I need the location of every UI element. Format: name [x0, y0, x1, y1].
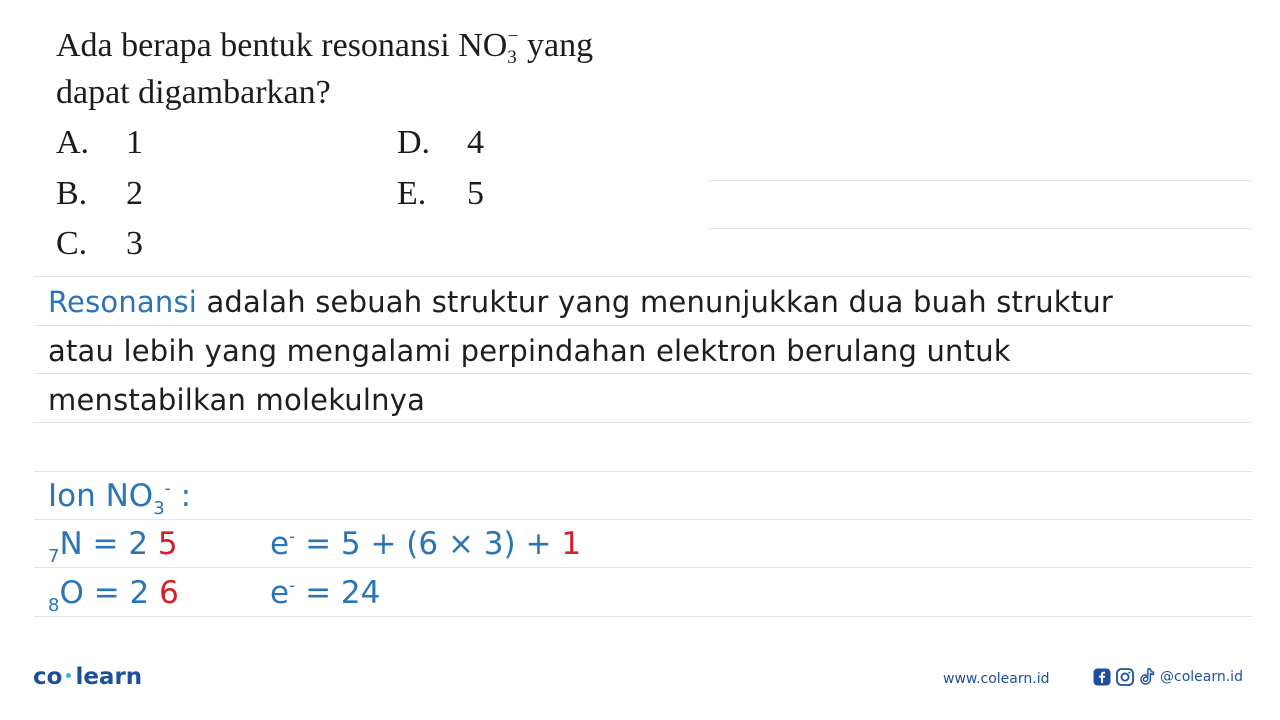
electron-count-expression [270, 524, 581, 564]
ruled-line [34, 325, 1252, 326]
electron-symbol: e [270, 575, 290, 611]
subscript: 3 [507, 47, 517, 68]
ruled-line [34, 567, 1252, 568]
logo-dot [66, 673, 71, 678]
superscript: - [289, 527, 296, 547]
explanation-line-1 [48, 282, 1113, 322]
option-c [56, 224, 143, 264]
superscript: - [164, 479, 171, 499]
result-text: = 24 [295, 575, 381, 611]
tiktok-icon[interactable] [1139, 668, 1155, 686]
option-letter: E. [397, 175, 427, 212]
oxygen-config [48, 573, 179, 616]
option-e [397, 174, 484, 214]
question-line-1 [56, 26, 593, 66]
option-value: 3 [126, 225, 143, 262]
option-value: 1 [126, 124, 143, 161]
option-value: 4 [467, 124, 484, 161]
atomic-number: 7 [48, 546, 60, 567]
ruled-line [34, 422, 1252, 423]
explanation-line-2: atau lebih yang mengalami perpindahan elektron berulang untuk [48, 334, 1011, 368]
logo-text: learn [75, 664, 143, 690]
option-letter: B. [56, 175, 88, 212]
config-text: O = 2 [59, 575, 160, 611]
charge-electron: 1 [561, 526, 582, 562]
question-line-2: dapat digambarkan? [56, 74, 331, 111]
website-url[interactable]: www.colearn.id [943, 671, 1050, 687]
ruled-line [708, 228, 1252, 229]
option-a [56, 123, 143, 163]
logo-text: co [33, 664, 63, 690]
explanation-text: adalah sebuah struktur yang menunjukkan dua buah struktur [197, 285, 1114, 319]
keyword-resonansi: Resonansi [48, 285, 198, 319]
option-letter: D. [397, 124, 431, 161]
explanation-line-3: menstabilkan molekulnya [48, 383, 426, 417]
option-letter: A. [56, 124, 90, 161]
colearn-logo [33, 664, 142, 690]
ruled-line [34, 519, 1252, 520]
ion-heading [48, 476, 192, 519]
config-text: N = 2 [59, 526, 158, 562]
option-d [397, 123, 484, 163]
ruled-line [34, 616, 1252, 617]
colon: : [170, 478, 192, 514]
ion-label: Ion NO [48, 478, 154, 514]
valence-electrons: 6 [159, 575, 179, 611]
social-links [1093, 668, 1243, 686]
question-text: Ada berapa bentuk resonansi NO [56, 27, 508, 64]
instagram-icon[interactable] [1116, 668, 1134, 686]
option-letter: C. [56, 225, 88, 262]
facebook-icon[interactable] [1093, 668, 1111, 686]
ruled-line [708, 180, 1252, 181]
expression-text: = 5 + (6 × 3) + [295, 526, 562, 562]
option-b [56, 174, 143, 214]
option-value: 5 [467, 175, 484, 212]
atomic-number: 8 [48, 595, 60, 616]
nitrogen-config [48, 524, 178, 567]
ruled-line [34, 373, 1252, 374]
question-text: yang [518, 27, 594, 64]
subscript: 3 [153, 498, 165, 519]
ruled-line [34, 276, 1252, 277]
ruled-line [34, 471, 1252, 472]
superscript: − [507, 26, 519, 47]
valence-electrons: 5 [157, 526, 178, 562]
social-handle[interactable]: @colearn.id [1160, 669, 1243, 685]
option-value: 2 [126, 175, 143, 212]
electron-count-result [270, 573, 380, 613]
electron-symbol: e [270, 526, 290, 562]
superscript: - [289, 576, 296, 596]
